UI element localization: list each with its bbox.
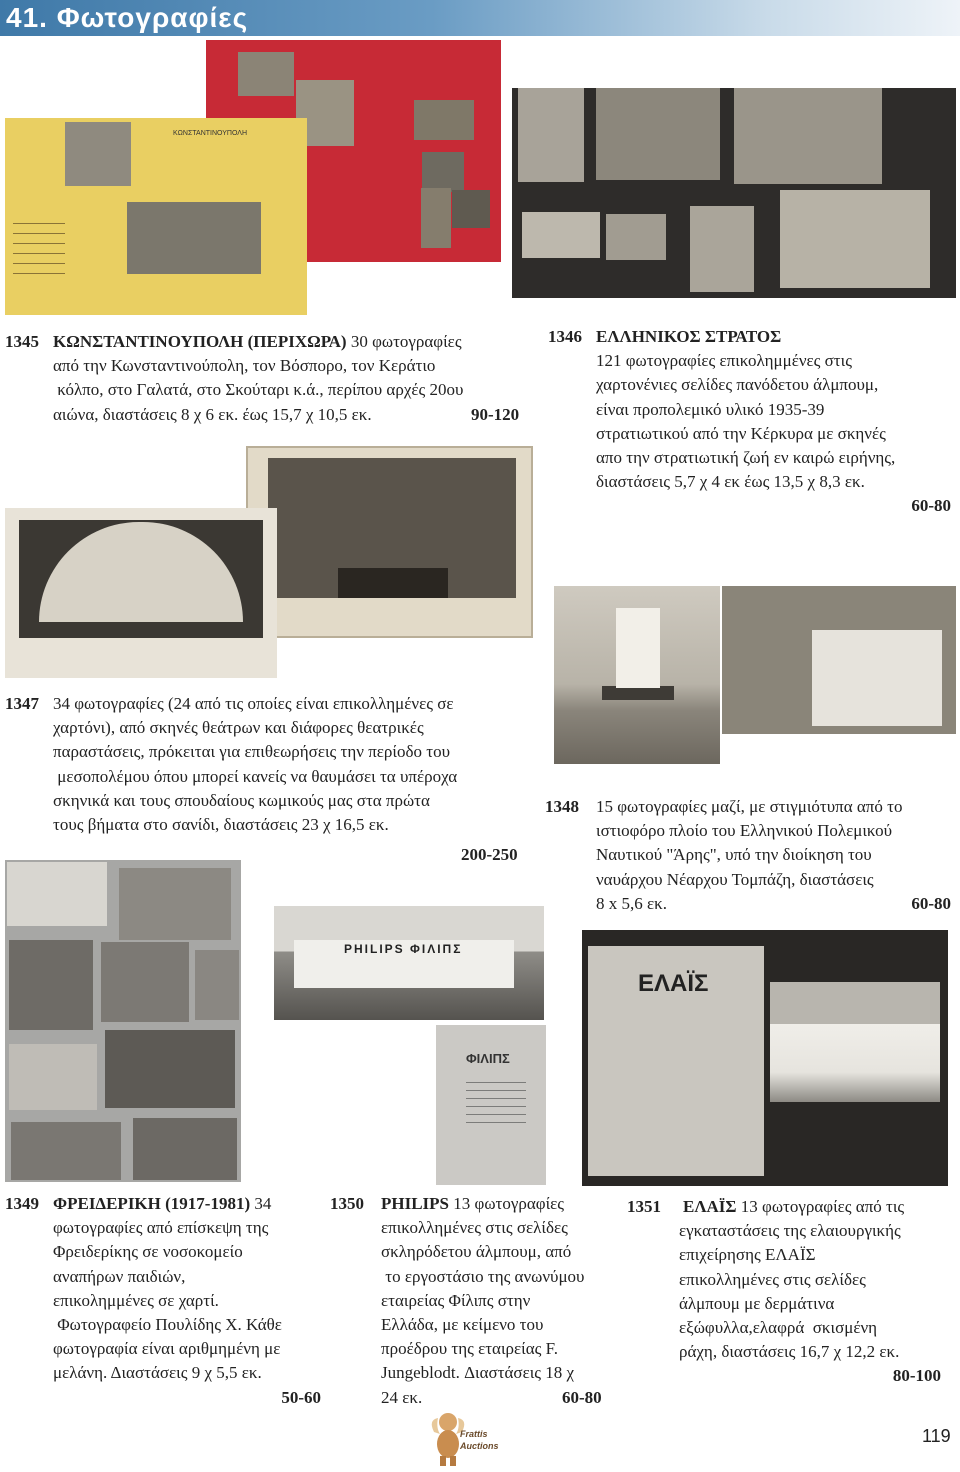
lot-price: 50-60 (281, 1387, 321, 1407)
photo-visit-4 (101, 942, 189, 1022)
lot-line: Ναυτικού "Άρης", υπό την διοίκηση του (596, 845, 872, 865)
photo-visit-3 (9, 940, 93, 1030)
photo-bazaar (421, 188, 451, 248)
photo-soldiers-group (596, 88, 720, 180)
lot-line: διαστάσεις 5,7 χ 4 εκ έως 13,5 χ 8,3 εκ. (596, 472, 865, 492)
lot-line: χαρτονένιες σελίδες πανόδετου άλμπουμ, (596, 375, 879, 395)
photo-rocks (734, 88, 882, 184)
lot-line: απο την στρατιωτική ζωή εν καιρώ ειρήνης, (596, 448, 896, 468)
philips-album-cover (436, 1025, 546, 1185)
lot-line: παραστάσεις, πρόκειται για επιθεωρήσεις την περίοδο του (53, 742, 450, 762)
ship-photo (554, 586, 720, 764)
lot-line: άλμπουμ με δερμάτινα (679, 1293, 835, 1313)
photo-visit-9 (133, 1118, 237, 1180)
lot-line: αναπήρων παιδιών, (53, 1266, 186, 1286)
philips-cover-title: ΦΙΛΙΠΣ (466, 1051, 510, 1066)
lot-1349 (5, 1192, 323, 1410)
lot-line: το εργοστάσιο της ανωνύμου (381, 1266, 585, 1286)
lot-line: στρατιωτικού από την Κέρκυρα με σκηνές (596, 423, 886, 443)
lot-1346 (548, 325, 953, 519)
lot-title: ΕΛΑΪΣ (683, 1197, 737, 1216)
lot-1345 (5, 330, 535, 427)
philips-cover-text (466, 1075, 526, 1129)
page-number: 119 (922, 1426, 951, 1446)
lot-line: 24 εκ. (381, 1387, 423, 1407)
ship-sails (616, 608, 660, 688)
lot-line: φωτογραφίες από επίσκεψη της (53, 1218, 269, 1238)
lot-title: PHILIPS (381, 1194, 450, 1213)
lot-line: Ελλάδα, με κείμενο του (381, 1315, 544, 1335)
photo-lake (522, 212, 600, 258)
lot-line: τους βήματα στο σανίδι, διαστάσεις 23 χ 16,5 εκ. (53, 815, 389, 835)
lot-line: επικολλημένες στις σελίδες (381, 1218, 568, 1238)
lot-number: 1351 (627, 1197, 661, 1216)
lot-line: από την Κωνσταντινούπολη, τον Βόσπορο, τον Κεράτιο (53, 356, 436, 376)
lot-number: 1350 (330, 1194, 364, 1213)
lot-1350 (330, 1192, 622, 1410)
theatre-photo-1 (246, 446, 533, 638)
photo-visit-7 (105, 1030, 235, 1108)
lot-line: ιστιοφόρο πλοίο του Ελληνικού Πολεμικού (596, 821, 893, 841)
photo-tower (414, 100, 474, 140)
lot-line: μελάνη. Διαστάσεις 9 χ 5,5 εκ. (53, 1363, 262, 1383)
photo-soldiers-2 (606, 214, 666, 260)
lot-line: επικολλημένες στις σελίδες (679, 1269, 866, 1289)
frederica-album-page (5, 860, 241, 1182)
lot-line: 8 x 5,6 εκ. (596, 893, 667, 913)
lot-line: σκηνικά και τους σπουδαίους κωμικούς μας στα πρώτα (53, 790, 430, 810)
logo-text: Frattis Auctions (460, 1429, 499, 1451)
section-title: 41. Φωτογραφίες (6, 2, 249, 33)
lot-number: 1346 (548, 327, 582, 346)
lot-line: Φρειδερίκης σε νοσοκομείο (53, 1242, 243, 1262)
lot-line: 34 φωτογραφίες (24 από τις οποίες είναι επικολλημένες σε (53, 694, 454, 713)
lot-line: εξώφυλλα,ελαφρά σκισμένη (679, 1318, 878, 1338)
lot-number: 1349 (5, 1194, 39, 1213)
lot-line: Φωτογραφείο Πουλίδης Χ. Κάθε (53, 1315, 282, 1335)
photo-visit-8 (11, 1122, 121, 1180)
lot-line: επιχείρησης ΕΛΑΪΣ (679, 1245, 816, 1265)
lot-title: ΚΩΝΣΤΑΝΤΙΝΟΥΠΟΛΗ (ΠΕΡΙΧΩΡΑ) (53, 332, 347, 351)
lot-line: 121 φωτογραφίες επικολημμένες στις (596, 351, 852, 371)
album-handwritten-notes (13, 214, 65, 274)
frattis-auctions-logo (428, 1410, 538, 1468)
lot-line: 13 φωτογραφίες από τις (740, 1197, 905, 1216)
lot-line: προέδρου της εταιρείας F. (381, 1339, 558, 1359)
lot-line: 15 φωτογραφίες μαζί, με στιγμιότυπα από το (596, 797, 903, 816)
lot-1348 (545, 795, 955, 916)
photo-cannon (780, 190, 930, 288)
lot-number: 1348 (545, 797, 579, 816)
lot-price: 200-250 (461, 845, 518, 865)
ship-hull (602, 686, 674, 700)
theatre-photo-2 (5, 508, 277, 678)
lot-title: ΕΛΛΗΝΙΚΟΣ ΣΤΡΑΤΟΣ (596, 327, 782, 346)
constantinople-album-yellow-page (5, 118, 307, 315)
lot-line: ναυάρχου Νέαρχου Τομπάζη, διαστάσεις (596, 869, 874, 889)
lot-line: επικολημμένες σε χαρτί. (53, 1290, 219, 1310)
philips-factory-photo (274, 906, 544, 1020)
photo-elais-factory (770, 982, 940, 1102)
lot-line: εγκαταστάσεις της ελαιουργικής (679, 1221, 901, 1241)
lot-line: Jungeblodt. Διαστάσεις 18 χ (381, 1363, 575, 1383)
photo-visit-2 (119, 868, 231, 940)
lot-1351 (627, 1195, 947, 1389)
elais-sign: ΕΛΑΪΣ (638, 970, 709, 997)
sailors-group-photo (722, 586, 956, 734)
lot-title: ΦΡΕΙΔΕΡΙΚΗ (1917-1981) (53, 1194, 251, 1213)
album-title-text: ΚΩΝΣΤΑΝΤΙΝΟΥΠΟΛΗ (173, 130, 248, 137)
lot-line: αιώνα, διαστάσεις 8 χ 6 εκ. έως 15,7 χ 10,5 εκ. (53, 404, 372, 424)
lot-price: 60-80 (911, 496, 951, 516)
lot-line: κόλπο, στο Γαλατά, στο Σκούταρι κ.ά., περίπου αρχές 20ου (53, 380, 464, 400)
lot-line: φωτογραφία είναι αριθμημένη με (53, 1339, 281, 1359)
photo-visit-5 (195, 950, 239, 1020)
sailors-uniforms (812, 630, 942, 726)
lot-line: εταιρείας Φίλιπς στην (381, 1290, 531, 1310)
photo-soldiers-1 (518, 88, 584, 182)
lot-line: 13 φωτογραφίες (453, 1194, 565, 1213)
lot-line: 30 φωτογραφίες (350, 332, 462, 351)
lot-1347 (5, 692, 535, 867)
lot-price: 60-80 (911, 893, 951, 913)
lot-price: 60-80 (562, 1387, 602, 1407)
lot-price: 90-120 (471, 404, 520, 424)
photo-street-2 (452, 190, 490, 228)
lot-line: μεσοπολέμου όπου μπορεί κανείς να θαυμάσει τα υπέροχα (53, 766, 458, 786)
lot-line: σκληρόδετου άλμπουμ, από (381, 1242, 572, 1262)
photo-officers (690, 206, 754, 292)
photo-street-1 (422, 152, 464, 192)
lot-number: 1347 (5, 694, 39, 713)
stage-curtain (338, 568, 448, 598)
photo-visit-1 (7, 862, 107, 926)
photo-visit-6 (9, 1044, 97, 1110)
army-album-page (512, 88, 956, 298)
lot-number: 1345 (5, 332, 39, 351)
photo-mosque-2 (127, 202, 261, 274)
elais-album-page (582, 930, 948, 1186)
lot-line: ράχη, διαστάσεις 16,7 χ 12,2 εκ. (679, 1342, 900, 1362)
photo-gate (238, 52, 294, 96)
lot-line: είναι προπολεμικό υλικό 1935-39 (596, 399, 825, 419)
lot-line: 34 (254, 1194, 272, 1213)
lot-price: 80-100 (892, 1366, 941, 1386)
lot-line: χαρτόνι), από σκηνές θεάτρων και διάφορες θεατρικές (53, 718, 424, 738)
philips-sign: PHILIPS ΦΙΛΙΠΣ (344, 942, 463, 956)
photo-mosque-1 (65, 122, 131, 186)
